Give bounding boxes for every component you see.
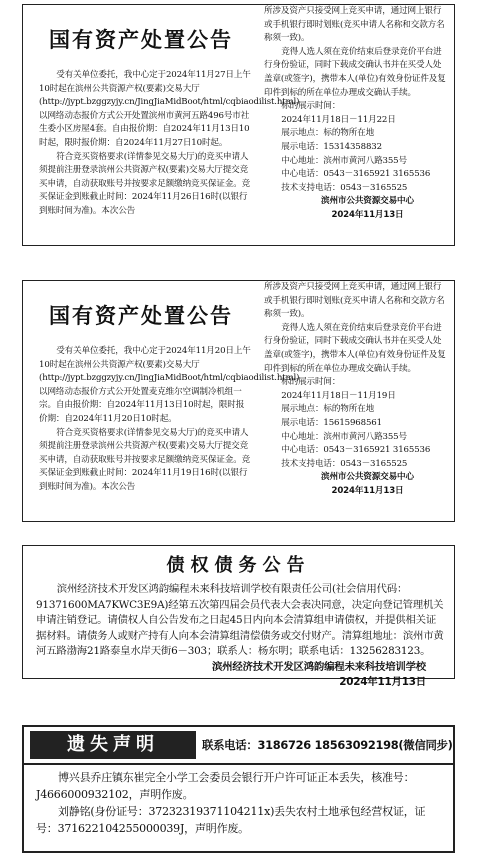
notice-paragraph: 受有关单位委托，我中心定于2024年11月20日上午10时起在滨州公共资源产权(要素)交易大厅(http://jypt.bzggzyjy.cn/JingJiaMidBoot/html/cqbiaodilist.html)以网络动态报价方式公开处置麦克维尔空调制冷机组一宗。自由报价期：自2024年11月13日10时起，限时报价期：自2024年11月20日10时起。 [39,346,300,424]
display-period: 2024年11月18日－11月19日 [281,390,396,401]
display-period: 2024年11月18日－11月22日 [281,114,396,125]
notice-paragraph: 符合竞买资格要求(详情参见交易大厅)的竞买申请人须提前注册登录滨州公共资源产权(要素)交易大厅提交竞买申请，自动获取账号并按要求足额缴纳竞买保证金。竞买保证金到账截止时间：2024年11月26日16时(以银行到账时间为准)。本次公告 [39,151,251,216]
notice-paragraph: 符合竞买资格要求(详情参见交易大厅)的竞买申请人须提前注册登录滨州公共资源产权(要素)交易大厅提交竞买申请，自动获取账号并按要求足额缴纳竞买保证金。竞买保证金到账截止时间：2024年11月19日16时(以银行到账时间为准)。本次公告 [39,427,251,492]
display-location: 展示地点：标的物所在地 [281,128,375,139]
info-label: 标的展示时间： [281,101,341,112]
debt-notice-text: 滨州经济技术开发区鸿韵编程未来科技培训学校有限责任公司(社会信用代码：91371600MA7KWC3E9A)经第五次第四届会员代表大会表决同意，决定向登记管理机关申请注销登记。请债权人自公告发布之日起45日内向本会清算组申请债权，并提供相关证据材料。请债务人或财产持有人向本会清算组清偿债务或交付财产。清算组地址：滨州市黄河五路渤海21路泰皇水岸天街6－303；联系人：杨东明；联系电话：13256283123。 [36,583,444,657]
notice-left-column [39,5,300,219]
asset-disposal-notice-1 [22,4,455,246]
display-phone: 展示电话：15615968561 [281,417,382,428]
lost-item: 博兴县乔庄镇东崔完全小学工会委员会银行开户许可证正本丢失，核准号：J4666000932102，声明作废。 [36,771,415,801]
center-phone: 中心电话：0543－3165921 3165536 [281,169,431,180]
notice-title: 国有资产处置公告 [49,304,233,328]
notice-left-column [39,281,300,495]
tech-support-phone: 技术支持电话：0543－3165525 [281,182,408,193]
contact-phone: 联系电话：3186726 18563092198(微信同步) [202,738,453,752]
notice-paragraph: 受有关单位委托，我中心定于2024年11月27日上午10时起在滨州公共资源产权(要素)交易大厅(http://jypt.bzggzyjy.cn/JingJiaMidBoot/html/cqbiaodilist.html)以网络动态报价方式公开处置滨州市黄河五路496号市社生委小区房屋4套。自由报价期：自2024年11月13日10时起，限时报价期：自2024年11月27日10时起。 [39,70,300,148]
notice-paragraph: 所涉及资产只接受网上竞买申请，通过网上银行或手机银行即时划账(竞买申请人名称和交款方名称须一致)。 [264,282,445,320]
notice-right-column [264,281,449,499]
lost-statement-badge: 遗失声明 [30,731,196,759]
asset-disposal-notice-2 [22,280,455,522]
lost-statement-body [36,769,446,837]
debt-notice-title: 债权债务公告 [166,555,311,576]
debt-notice [22,545,455,688]
lost-item: 刘静铭(身份证号：37232319371104211x)丢失农村土地承包经营权证，证号：371622104255000039J，声明作废。 [36,805,426,835]
info-label: 标的展示时间： [281,377,341,388]
notice-title: 国有资产处置公告 [49,28,233,52]
notice-paragraph: 竞得人选人须在竞价结束后登录竞价平台进行身份验证，同时下载成交确认书并在买受人处盖章(或签字)，携带本人(单位)有效身份证件及复印件到标的所在单位办理成交确认手续。 [264,322,446,374]
display-location: 展示地点：标的物所在地 [281,404,375,415]
display-phone: 展示电话：15314358832 [281,141,382,152]
signature-date: 2024年11月13日 [339,676,426,688]
signature-org: 滨州经济技术开发区鸿韵编程未来科技培训学校 [211,660,426,673]
center-address: 中心地址：滨州市黄河八路355号 [281,431,407,442]
notice-paragraph: 竞得人选人须在竞价结束后登录竞价平台进行身份验证，同时下载成交确认书并在买受人处盖章(或签字)，携带本人(单位)有效身份证件及复印件到标的所在单位办理成交确认手续。 [264,46,446,98]
notice-paragraph: 所涉及资产只接受网上竞买申请，通过网上银行或手机银行即时划账(竞买申请人名称和交款方名称须一致)。 [264,6,445,44]
tech-support-phone: 技术支持电话：0543－3165525 [281,458,408,469]
lost-statement-header [24,727,453,765]
lost-statement [22,725,455,853]
signature-date: 2024年11月13日 [331,209,404,220]
center-phone: 中心电话：0543－3165921 3165536 [281,445,431,456]
signature-org: 滨州市公共资源交易中心 [321,196,414,207]
notice-right-column [264,5,449,223]
center-address: 中心地址：滨州市黄河八路355号 [281,155,407,166]
debt-notice-body [36,582,446,691]
signature-org: 滨州市公共资源交易中心 [321,472,414,483]
signature-date: 2024年11月13日 [331,485,404,496]
